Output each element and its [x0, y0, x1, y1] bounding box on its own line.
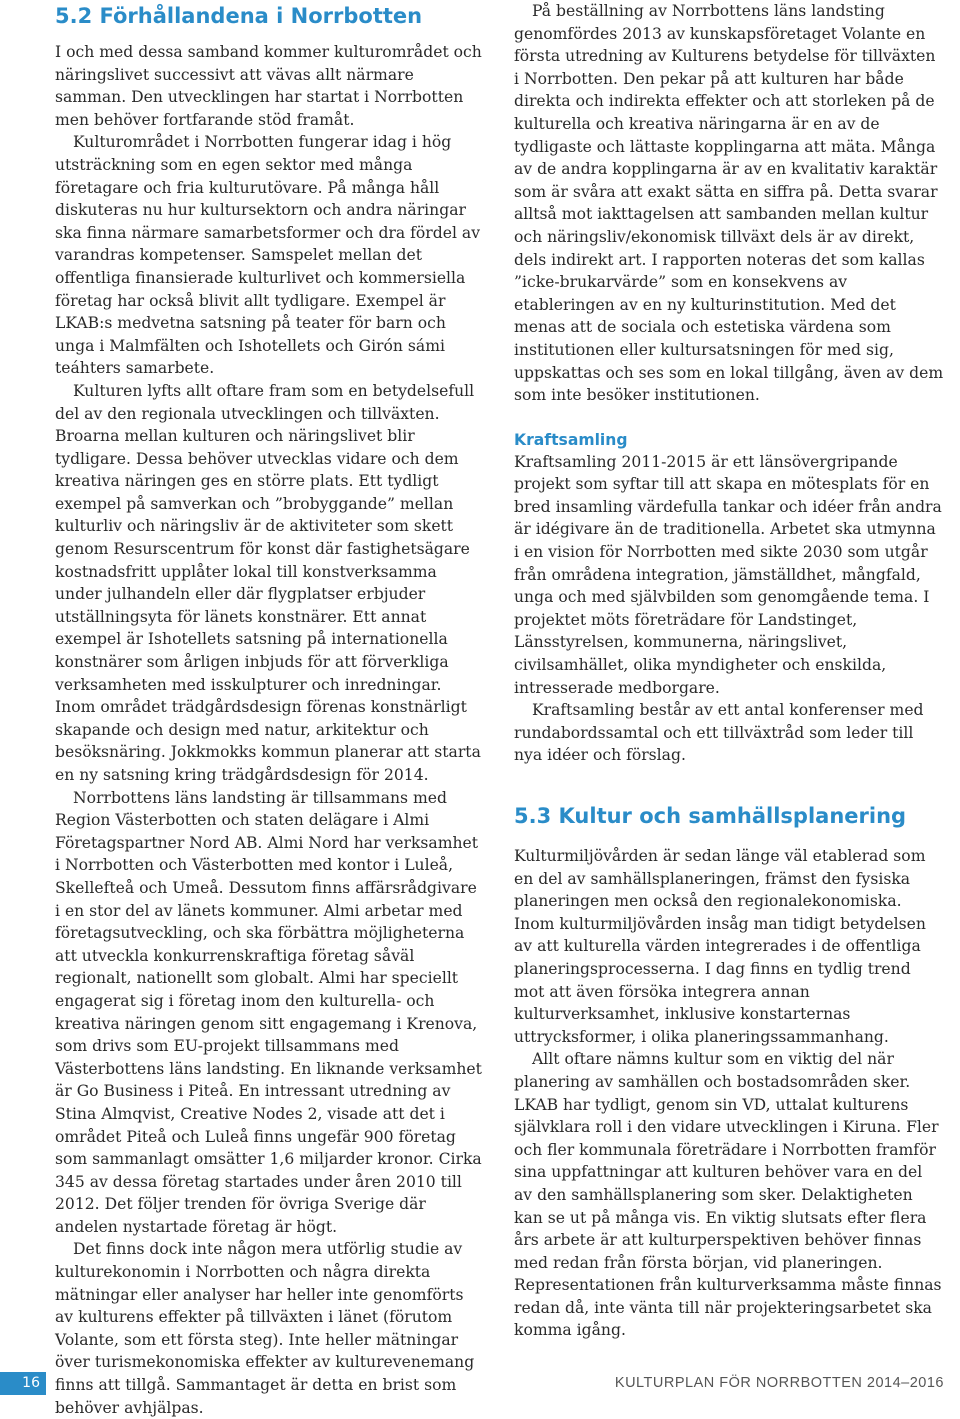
section-5-2-title: 5.2 Förhållandena i Norrbotten	[55, 4, 423, 28]
paragraph: Kraftsamling består av ett antal konferenser med rundabordssamtal och ett tillväxtråd som leder till nya idéer och förslag.	[514, 701, 924, 765]
page-footer	[0, 1372, 960, 1395]
paragraph: Kraftsamling 2011-2015 är ett länsövergripande projekt som syftar till att skapa en mötesplats för en bred insamling värdefulla tankar och idéer från andra är idégivare än de traditionella. Arbetet ska utmynna i en vision för Norrbotten med sikte 2030 som utgår från områdena integration, jämställdhet, mångfald, unga och med självbilden som genomgående tema. I projektet möts företrädare för Landstinget, Länsstyrelsen, kommunerna, näringslivet, civilsamhället, olika myndigheter och enskilda, intresserade medborgare.	[514, 452, 942, 697]
paragraph: På beställning av Norrbottens läns landsting genomfördes 2013 av kunskapsföretaget Volante en första utredning av Kulturens betydelse för tillväxten i Norrbotten. Den pekar på att kulturen har både direkta och indirekta effekter och att storleken på de kulturella och kreativa näringarna är en av de tydligaste och lättaste kopplingarna att mäta. Många av de andra kopplingarna är av en kvalitativ karaktär som är svåra att exakt sätta en siffra på. Detta svarar alltså mot iakttagelsen att sambanden mellan kultur och näringsliv/ekonomisk tillväxt dels är av direkt, dels indirekt art. I rapporten noteras det som kallas ”icke-brukarvärde” som en konsekvens av etableringen av en ny kulturinstitution. Med det menas att de sociala och estetiska värdena som institutionen eller kultursatsningen för med sig, uppskattas och ses som en lokal tillgång, även av dem som inte besöker institutionen.	[514, 2, 944, 405]
paragraph: Norrbottens läns landsting är tillsammans med Region Västerbotten och staten delägare i Almi Företagspartner Nord AB. Almi Nord har verksamhet i Norrbotten och Västerbotten med kontor i Luleå, Skellefteå och Umeå. Dessutom finns affärsrådgivare i en stor del av länets kommuner. Almi arbetar med företagsutveckling, och ska förbättra möjligheterna att utveckla konkurrenskraftiga företag såväl regionalt, nationellt som globalt. Almi har speciellt engagerat sig i företag inom den kulturella- och kreativa näringen genom sitt engagemang i Krenova, som drivs som EU-projekt tillsammans med Västerbottens läns landsting. En liknande verksamhet är Go Business i Piteå. En intressant utredning av Stina Almqvist, Creative Nodes 2, visade att det i området Piteå och Luleå finns ungefär 900 företag som sammanlagt omsätter 1,6 miljarder kronor. Cirka 345 av dessa företag startades under åren 2010 till 2012. Det följer trenden för övriga Sverige där andelen nystartade företag är högt.	[55, 788, 482, 1236]
paragraph: I och med dessa samband kommer kulturområdet och näringslivet successivt att vävas allt närmare samman. Den utvecklingen har startat i Norrbotten men behöver fortfarande stöd framåt.	[55, 43, 482, 129]
paragraph: Allt oftare nämns kultur som en viktig del när planering av samhällen och bostadsområden sker. LKAB har tydligt, genom sin VD, uttalat kulturens självklara roll i den vidare utvecklingen i Kiruna. Fler och fler kommunala företrädare i Norrbotten framför sina uppfattningar att kulturen behöver vara en del av den samhällsplanering som sker. Delaktigheten kan se ut på många vis. En viktig slutsats efter flera års arbete är att kulturperspektiven behöver finnas med redan från första början, vid planeringen. Representationen från kulturverksamma måste finnas redan då, inte vänta till när projekteringsarbetet ska komma igång.	[514, 1050, 942, 1340]
paragraph: Kulturen lyfts allt oftare fram som en betydelsefull del av den regionala utvecklingen och tillväxten. Broarna mellan kulturen och näringslivet blir tydligare. Dessa behöver utvecklas vidare och dem kreativa näringen ges en större plats. Ett tydligt exempel på samverkan och ”brobyggande” mellan kulturliv och näringsliv är de aktiviteter som skett genom Resurscentrum för konst där fastighetsägare kostnadsfritt upplåter lokal till konstverksamma under julhandeln eller där flygplatser erbjuder utställningsyta för länets konstnärer. Ett annat exempel är Ishotellets satsning på internationella konstnärer som årligen inbjuds för att förverkliga verksamheten med isskulpturer och inredningar. Inom området trädgårdsdesign förenas konstnärligt skapande och design med natur, arkitektur och besöksnäring. Jokkmokks kommun planerar att starta en ny satsning kring trädgårdsdesign för 2014.	[55, 381, 481, 784]
page-number: 16	[0, 1372, 46, 1395]
right-column	[514, 0, 944, 1342]
paragraph: Kulturområdet i Norrbotten fungerar idag i hög utsträckning som en egen sektor med många företagare och fria kulturutövare. På många håll diskuteras nu hur kultursektorn och andra näringar ska finna närmare samarbetsformer och dra fördel av varandras kompetenser. Samspelet mellan det offentliga finansierade kulturlivet och kommersiella företag har också blivit allt tydligare. Exempel är LKAB:s medvetna satsning på teater för barn och unga i Malmfälten och Ishotellets och Girón sámi teáhters samarbete.	[55, 133, 481, 378]
left-column	[55, 0, 485, 1419]
subheading-kraftsamling: Kraftsamling	[514, 430, 628, 449]
document-title: KULTURPLAN FÖR NORRBOTTEN 2014–2016	[614, 1375, 944, 1391]
section-5-3-title: 5.3 Kultur och samhällsplanering	[514, 804, 907, 828]
paragraph: Det finns dock inte någon mera utförlig studie av kulturekonomin i Norrbotten och några direkta mätningar eller analyser har heller inte genomförts av kulturens effekter på tillväxten i länet (förutom Volante, som ett första steg). Inte heller mätningar över turismekonomiska effekter av kulturevenemang finns att tillgå. Sammantaget är detta en brist som behöver avhjälpas.	[55, 1240, 475, 1417]
paragraph: Kulturmiljövården är sedan länge väl etablerad som en del av samhällsplaneringen, främst den fysiska planeringen men också den regionalekonomiska. Inom kulturmiljövården insåg man tidigt betydelsen av att kulturella värden integrerades i de offentliga planeringsprocesserna. I dag finns en tydlig trend mot att även försöka integrera annan kulturverksamhet, inklusive konstarternas uttrycksformer, i olika planeringssammanhang.	[514, 847, 926, 1046]
